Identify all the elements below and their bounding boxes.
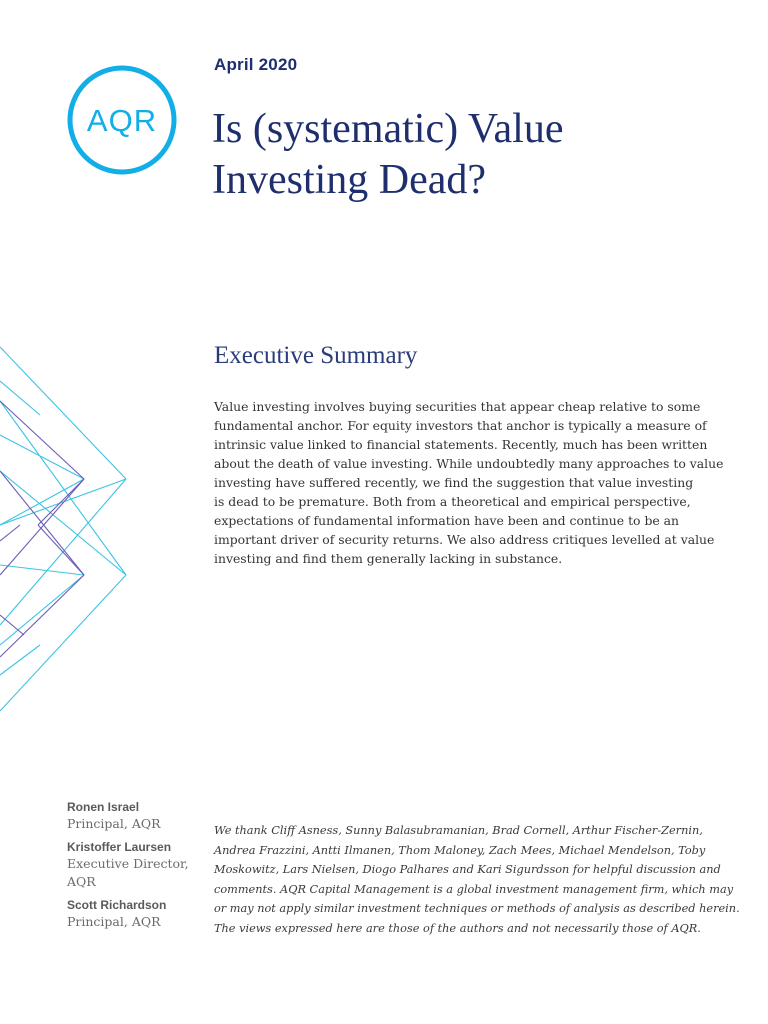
author-role-line: Principal, AQR bbox=[67, 816, 161, 831]
author-role bbox=[67, 913, 217, 931]
author-entry bbox=[67, 839, 217, 891]
decorative-diamond-pattern bbox=[0, 345, 132, 715]
logo-text: AQR bbox=[86, 103, 158, 138]
acknowledgement-line: comments. AQR Capital Management is a global investment management firm, which may bbox=[214, 882, 734, 896]
aqr-logo bbox=[66, 64, 178, 176]
summary-line: investing have suffered recently, we find the suggestion that value investing bbox=[214, 475, 694, 490]
summary-line: Value investing involves buying securities that appear cheap relative to some bbox=[214, 399, 701, 414]
summary-line: about the death of value investing. While undoubtedly many approaches to value bbox=[214, 456, 724, 471]
aqr-logo-icon bbox=[66, 64, 178, 176]
executive-summary-text bbox=[214, 397, 734, 568]
acknowledgement-line: Moskowitz, Lars Nielsen, Diogo Palhares and Kari Sigurdsson for helpful discussion and bbox=[214, 863, 721, 876]
summary-line: investing and find them generally lacking in substance. bbox=[214, 551, 563, 566]
summary-line: expectations of fundamental information have been and continue to be an bbox=[214, 513, 680, 528]
executive-summary-heading: Executive Summary bbox=[214, 342, 418, 369]
acknowledgements bbox=[214, 821, 740, 938]
author-entry bbox=[67, 897, 217, 931]
author-role bbox=[67, 815, 217, 833]
title-line: Is (systematic) Value bbox=[212, 106, 564, 152]
author-name: Ronen Israel bbox=[67, 800, 140, 814]
author-role bbox=[67, 855, 217, 891]
summary-line: important driver of security returns. We also address critiques levelled at value bbox=[214, 532, 715, 547]
summary-line: intrinsic value linked to financial statements. Recently, much has been written bbox=[214, 437, 708, 452]
author-entry bbox=[67, 799, 217, 833]
acknowledgement-line: We thank Cliff Asness, Sunny Balasubramanian, Brad Cornell, Arthur Fischer-Zernin, bbox=[214, 824, 703, 837]
acknowledgement-line: Andrea Frazzini, Antti Ilmanen, Thom Maloney, Zach Mees, Michael Mendelson, Toby bbox=[214, 843, 706, 857]
author-list bbox=[67, 799, 217, 937]
author-name: Kristoffer Laursen bbox=[67, 840, 172, 854]
author-role-line: AQR bbox=[67, 874, 96, 889]
page-title bbox=[212, 104, 732, 206]
author-role-line: Executive Director, bbox=[67, 856, 189, 871]
author-name: Scott Richardson bbox=[67, 898, 167, 912]
title-line: Investing Dead? bbox=[212, 157, 487, 203]
author-role-line: Principal, AQR bbox=[67, 914, 161, 929]
acknowledgement-line: The views expressed here are those of the authors and not necessarily those of AQR. bbox=[214, 921, 701, 935]
summary-line: is dead to be premature. Both from a theoretical and empirical perspective, bbox=[214, 494, 691, 509]
acknowledgement-line: or may not apply similar investment techniques or methods of analysis as described herein. bbox=[214, 902, 740, 915]
summary-line: fundamental anchor. For equity investors that anchor is typically a measure of bbox=[214, 418, 707, 433]
publication-date: April 2020 bbox=[214, 55, 298, 74]
